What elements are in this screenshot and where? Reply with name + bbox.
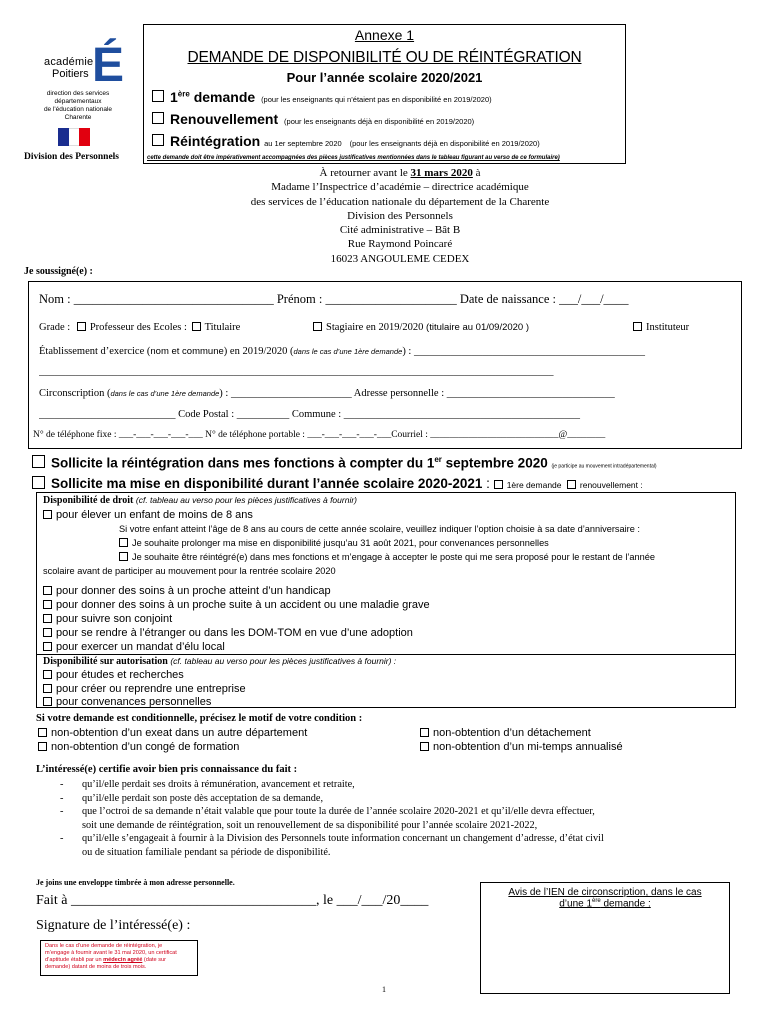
address-line-2: des services de l’éducation nationale du département de la Charente — [250, 195, 550, 208]
stagiaire-checkbox[interactable] — [313, 322, 322, 331]
red-note-1: Dans le cas d’une demande de réintégration, je — [45, 943, 163, 949]
page-subtitle: Pour l’année scolaire 2020/2021 — [286, 70, 483, 85]
certifie-item-2: que l’octroi de sa demande n’était valable que pour toute la durée de l’année scolaire 2020-2021 et qu’il/elle devra effectuer, — [82, 806, 595, 817]
accident-checkbox[interactable] — [43, 600, 52, 609]
handicap-checkbox[interactable] — [43, 586, 52, 595]
etab-note: dans le cas d’une 1ère demande — [293, 347, 403, 356]
dispo-renouvellement-checkbox[interactable] — [567, 480, 576, 489]
address-block — [170, 166, 630, 266]
option2-note: (pour les enseignants déjà en disponibilité en 2019/2020) — [284, 117, 475, 126]
enfant-info: Si votre enfant atteint l’âge de 8 ans au cours de cette année scolaire, veuillez indiquer l’option choisie à sa date d’anniversaire : — [119, 524, 640, 534]
autorisation-item-1: pour créer ou reprendre une entreprise — [56, 683, 246, 695]
enveloppe-note: Je joins une enveloppe timbrée à mon adresse personnelle. — [36, 878, 235, 887]
sollicite-reintegration-checkbox[interactable] — [32, 455, 45, 468]
droit-enfant-label: pour élever un enfant de moins de 8 ans — [56, 509, 253, 521]
stagiaire-option[interactable] — [313, 322, 529, 333]
reint-sup: er — [434, 455, 442, 464]
dispo-opt1: 1ère demande — [506, 480, 562, 490]
address-line-4: Cité administrative – Bât B — [339, 224, 461, 237]
certifie-item-0: qu’il/elle perdait ses droits à rémunération, avancement et retraite, — [82, 779, 355, 790]
enfant-option-2[interactable] — [119, 552, 655, 562]
red-note-medecin: médecin agréé — [103, 957, 143, 963]
enfant-opt1-checkbox[interactable] — [119, 538, 128, 547]
header-box — [143, 24, 626, 164]
stagiaire-note: (titulaire au 01/09/2020 ) — [426, 322, 530, 333]
titulaire-checkbox[interactable] — [192, 322, 201, 331]
autorisation-item-etudes[interactable] — [43, 669, 184, 681]
circ-suffix: ) : _______________________ Adresse personnelle : ________________________________ — [219, 388, 615, 399]
droit-item-conjoint[interactable] — [43, 613, 172, 625]
sollicite-reintegration[interactable] — [32, 455, 657, 471]
condition-right-0: non-obtention d’un détachement — [433, 727, 591, 739]
option1-sup: ère — [177, 89, 190, 99]
instituteur-option[interactable] — [633, 322, 689, 333]
grade-line — [39, 322, 240, 333]
convenances-checkbox[interactable] — [43, 697, 52, 706]
certifie-item-5: ou de situation familiale pendant sa période de disponibilité. — [82, 846, 331, 858]
reint-text: Sollicite la réintégration dans mes fonctions à compter du 1 — [51, 455, 435, 471]
autorisation-title-note: (cf. tableau au verso pour les pièces justificatives à fournir) : — [170, 656, 397, 666]
autorisation-item-convenances[interactable] — [43, 696, 211, 708]
code-postal-line[interactable]: __________________________ Code Postal : __________ Commune : _____________________________________________ — [39, 409, 581, 420]
circ-note: dans le cas d’une 1ère demande — [110, 389, 220, 398]
entreprise-checkbox[interactable] — [43, 684, 52, 693]
certifie-item-cont — [60, 819, 604, 833]
enfant-opt2-checkbox[interactable] — [119, 552, 128, 561]
etab-nom: nom et commune — [150, 346, 224, 357]
renouvellement-checkbox[interactable] — [152, 112, 164, 124]
etablissement-line-2[interactable]: __________________________________________________________________________________________________ — [39, 366, 554, 377]
avis-sup: ère — [592, 898, 601, 904]
circonscription-line[interactable] — [39, 388, 615, 399]
division-label: Division des Personnels — [24, 152, 120, 162]
detachement-checkbox[interactable] — [420, 728, 429, 737]
address-line-6: 16023 ANGOULEME CEDEX — [330, 252, 470, 265]
logo-academie-text: académie — [44, 56, 94, 68]
autorisation-title: Disponibilité sur autorisation — [43, 656, 168, 667]
red-note-box — [40, 940, 198, 976]
page-title: DEMANDE DE DISPONIBILITÉ OU DE RÉINTÉGRATION — [187, 49, 582, 66]
sollicite-disponibilite[interactable] — [32, 476, 643, 491]
certifie-item-3: soit une demande de réintégration, soit un renouvellement de sa disponibilité pour l’année scolaire 2021-2022, — [82, 819, 538, 831]
droit-title: Disponibilité de droit — [43, 495, 134, 506]
droit-item-2: pour suivre son conjoint — [56, 613, 173, 625]
droit-title-line — [43, 495, 357, 506]
droit-item-3: pour se rendre à l’étranger ou dans les DOM-TOM en vue d’une adoption — [56, 627, 413, 639]
dispo-opt2: renouvellement : — [579, 480, 643, 490]
option3-note: (pour les enseignants déjà en disponibilité en 2019/2020) — [349, 139, 540, 148]
enfant-opt2-label: Je souhaite être réintégré(e) dans mes fonctions et m’engage à accepter le poste qui me sera proposé pour le restant de l’année — [132, 552, 655, 562]
address-line-1: Madame l’Inspectrice d’académie – directrice académique — [271, 181, 529, 194]
premiere-demande-checkbox[interactable] — [152, 90, 164, 102]
autorisation-title-line — [43, 656, 396, 667]
avis-line-2 — [481, 898, 729, 909]
return-suffix: à — [472, 167, 481, 179]
certifie-item-4: qu’il/elle s’engageait à fournir à la Division des Personnels toute information concernant un changement d’adresse, d’état civil — [82, 833, 604, 844]
condition-mi-temps[interactable] — [420, 741, 623, 753]
enfant-checkbox[interactable] — [43, 510, 52, 519]
dispo-colon: : — [482, 476, 494, 491]
etudes-checkbox[interactable] — [43, 670, 52, 679]
condition-left-1: non-obtention d’un congé de formation — [51, 741, 240, 753]
enfant-opt1-label: Je souhaite prolonger ma mise en disponibilité jusqu’au 31 août 2021, pour convenances personnelles — [132, 538, 549, 548]
certifie-item: - qu’il/elle perdait ses droits à rémunération, avancement et retraite, — [60, 779, 355, 790]
enfant-option-1[interactable] — [119, 538, 549, 548]
droit-item-mandat[interactable] — [43, 641, 225, 653]
enfant-option-2b: scolaire avant de participer au mouvement pour la rentrée scolaire 2020 — [43, 566, 336, 576]
condition-formation[interactable] — [38, 741, 239, 753]
signature-label: Signature de l’intéressé(e) : — [36, 918, 191, 933]
reintegration-checkbox[interactable] — [152, 134, 164, 146]
etab-suffix: ) : ____________________________________________ — [402, 346, 645, 357]
certifie-item: - qu’il/elle perdait son poste dès acceptation de sa demande, — [60, 792, 324, 804]
logo-poitiers-text: Poitiers — [52, 68, 89, 80]
academie-logo — [30, 36, 140, 166]
condition-left-0: non-obtention d’un exeat dans un autre département — [51, 727, 308, 739]
return-prefix: À retourner avant le — [319, 167, 411, 179]
etab-mid: ) en 2019/2020 ( — [223, 346, 294, 357]
option1-main: 1 — [170, 89, 178, 105]
warning-note: cette demande doit être impérativement accompagnées des pièces justificatives mentionnées dans le tableau figurant au verso de ce formulaire) — [147, 155, 560, 161]
droit-item-accident[interactable] — [43, 599, 430, 611]
droit-item-adoption[interactable] — [43, 627, 413, 639]
page-number: 1 — [382, 985, 386, 994]
droit-enfant[interactable] — [43, 509, 253, 521]
dispo-premiere-checkbox[interactable] — [494, 480, 503, 489]
professeur-checkbox[interactable] — [77, 322, 86, 331]
avis-line-1: Avis de l’IEN de circonscription, dans le cas — [508, 887, 702, 898]
sollicite-disponibilite-checkbox[interactable] — [32, 476, 45, 489]
address-line-5: Rue Raymond Poincaré — [347, 238, 453, 251]
logo-dept-line2: départementaux — [54, 98, 102, 105]
fait-a-line[interactable]: Fait à ___________________________________, le ___/___/20____ — [36, 893, 429, 908]
instituteur-checkbox[interactable] — [633, 322, 642, 331]
avis-3: demande : — [600, 898, 651, 910]
circ-prefix: Circonscription ( — [39, 388, 111, 399]
certifie-item-1: qu’il/elle perdait son poste dès acceptation de sa demande, — [82, 792, 324, 804]
formation-checkbox[interactable] — [38, 742, 47, 751]
option1-note: (pour les enseignants qui n’étaient pas en disponibilité en 2019/2020) — [261, 95, 492, 104]
certifie-item: - que l’octroi de sa demande n’était valable que pour toute la durée de l’année scolaire 2020-2021 et qu’il/elle devra effectuer, — [60, 806, 595, 817]
reint-end: septembre 2020 — [441, 455, 548, 471]
grade-titulaire: Titulaire — [204, 322, 241, 333]
red-note-5: demande) datant de moins de trois mois. — [45, 964, 147, 970]
reint-note: (je participe au mouvement intradépartemental) — [551, 463, 657, 470]
autorisation-item-entreprise[interactable] — [43, 683, 246, 695]
droit-item-0: pour donner des soins à un proche atteint d’un handicap — [56, 585, 331, 597]
logo-e-letter: É — [92, 39, 125, 92]
nom-prenom-line[interactable]: Nom : ________________________________ Prénom : _____________________ Date de naissance : ___/___/____ — [39, 292, 629, 306]
logo-dept-line1: direction des services — [46, 90, 110, 97]
option-renouvellement[interactable] — [152, 111, 474, 127]
red-note-3: d’aptitude établi par un — [45, 957, 102, 963]
autorisation-item-2: pour convenances personnelles — [56, 696, 212, 708]
return-line — [170, 166, 630, 180]
droit-title-note: (cf. tableau au verso pour les pièces justificatives à fournir) — [135, 495, 357, 505]
mandat-checkbox[interactable] — [43, 642, 52, 651]
grade-prof: Professeur des Ecoles : — [89, 322, 187, 333]
grade-instituteur: Instituteur — [646, 322, 690, 333]
certifie-item: - qu’il/elle s’engageait à fournir à la Division des Personnels toute information concernant un changement d’adresse, d’état civil — [60, 833, 604, 844]
grade-stagiaire: Stagiaire en 2019/2020 — [326, 322, 424, 333]
condition-detachement[interactable] — [420, 727, 591, 739]
mi-temps-checkbox[interactable] — [420, 742, 429, 751]
certifie-list — [60, 778, 604, 859]
address-line-3: Division des Personnels — [347, 209, 453, 222]
dispo-text: Sollicite ma mise en disponibilité durant l’année scolaire 2020-2021 — [51, 476, 483, 491]
return-date: 31 mars 2020 — [410, 167, 473, 179]
logo-dept-line3: de l'éducation nationale — [43, 106, 113, 113]
autorisation-item-0: pour études et recherches — [56, 669, 184, 681]
option3-date: au 1er septembre 2020 — [264, 139, 342, 148]
je-soussigne-label: Je soussigné(e) : — [24, 266, 93, 277]
logo-dept-line4: Charente — [64, 114, 92, 121]
exeat-checkbox[interactable] — [38, 728, 47, 737]
option1-rest: demande — [189, 89, 256, 105]
grade-label: Grade : — [39, 322, 71, 333]
condition-title: Si votre demande est conditionnelle, précisez le motif de votre condition : — [36, 713, 363, 724]
adoption-checkbox[interactable] — [43, 628, 52, 637]
droit-item-handicap[interactable] — [43, 585, 331, 597]
red-note-2: m’engage à fournir avant le 31 mai 2020, un certificat — [45, 950, 177, 956]
marianne-flag-icon — [58, 128, 90, 146]
avis-ien-box[interactable] — [480, 882, 730, 994]
etablissement-line[interactable] — [39, 346, 645, 357]
option-premiere-demande[interactable] — [152, 89, 492, 105]
condition-right-1: non-obtention d’un mi-temps annualisé — [433, 741, 623, 753]
option-reintegration[interactable] — [152, 133, 540, 149]
telephone-line[interactable]: N° de téléphone fixe : ___-___-___-___-___ N° de téléphone portable : ___-___-___-___-___Courriel : ___________________________@________ — [33, 430, 606, 440]
certifie-title: L’intéressé(e) certifie avoir bien pris connaissance du fait : — [36, 764, 298, 775]
identity-box — [28, 281, 742, 449]
droit-item-4: pour exercer un mandat d’élu local — [56, 641, 225, 653]
etab-prefix: Établissement d’exercice ( — [39, 346, 151, 357]
avis-2: d’une 1 — [559, 898, 593, 910]
droit-box — [36, 492, 736, 655]
certifie-item-cont — [60, 846, 604, 860]
option2-main: Renouvellement — [170, 111, 279, 127]
droit-item-1: pour donner des soins à un proche suite à un accident ou une maladie grave — [56, 599, 430, 611]
red-note-4: (date sur — [143, 957, 166, 963]
option3-main: Réintégration — [170, 133, 261, 149]
autorisation-box — [36, 655, 736, 708]
condition-exeat[interactable] — [38, 727, 307, 739]
conjoint-checkbox[interactable] — [43, 614, 52, 623]
annexe-label: Annexe 1 — [354, 27, 415, 43]
